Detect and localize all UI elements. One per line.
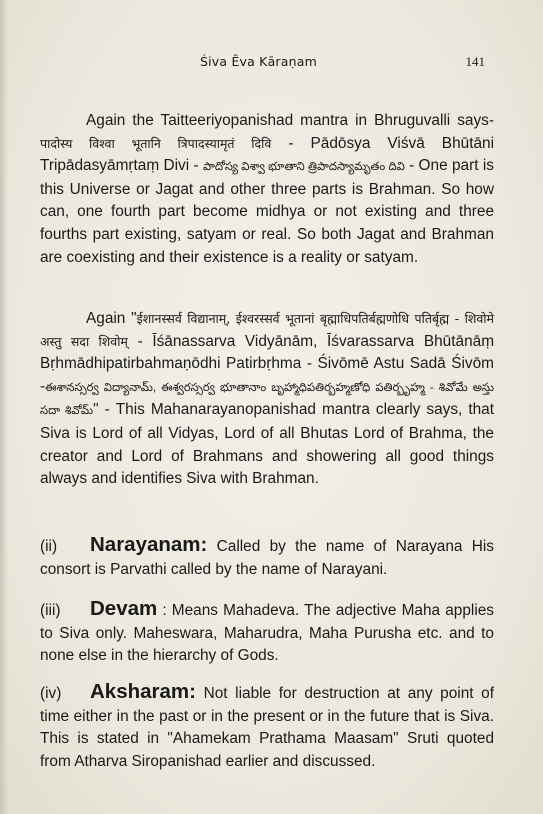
para2-transliteration: - Īśānassarva Vidyānām, Īśvarassarva Bhūtānāṃ Bṛhmādhipatirbahmaṇōdhi Patirbṛhma - Śivōmē Astu Sadā Śivōm - xyxy=(40,332,495,395)
item-term: Aksharam: xyxy=(90,680,196,703)
para1-text-2: - One part is this Universe or Jagat and other three parts is Brahman. So how can, one fourth part become midhya or not existing and three fourths part existing, satyam or real. So both Jagat and Brahman are coexisting and their existence is a reality or satyam. xyxy=(40,157,494,266)
list-item-devam xyxy=(40,598,494,668)
page-number: 141 xyxy=(465,54,485,69)
item-text: : Means Mahadeva. The adjective Maha applies to Siva only. Maheswara, Maharudra, Maha Purusha etc. and to none else in the hierarchy of Gods. xyxy=(40,602,494,665)
item-text: Called by the name of Narayana His consort is Parvathi called by the name of Narayani. xyxy=(40,538,494,578)
paragraph-taitteeriya xyxy=(40,110,494,269)
page-binding-edge xyxy=(0,0,8,814)
paragraph-mahanarayana xyxy=(40,308,494,491)
list-item-aksharam xyxy=(40,681,494,773)
para1-text-1: Again the Taitteeriyopanishad mantra in Bhruguvalli says- xyxy=(86,112,494,129)
item-term: Devam xyxy=(90,597,158,620)
para2-telugu: ఈశానస్సర్వ విద్యానామ్, ఈశ్వరస్సర్వ భూతానాం బృహ్మాధిపతిర్బహ్మణోధి పతిర్బృహ్మ - శివోమే అస్తు సదా శివోమ్ xyxy=(40,381,494,418)
item-term: Narayanam: xyxy=(90,533,208,556)
item-text: Not liable for destruction at any point of time either in the past or in the present or in the future that is Siva. This is stated in "Ahamekam Prathama Maasam" Sruti quoted from Atharva Siropanishad earlier and discussed. xyxy=(40,685,494,770)
list-item-narayanam xyxy=(40,534,494,581)
para1-transliteration: - Pādōsya Viśvā Bhūtāni Tripādasyāmṛtaṃ Divi - xyxy=(40,134,495,175)
running-title: Śiva Ēva Kāraṇam xyxy=(200,54,317,69)
para1-telugu: పాదోస్య విశ్వా భూతాని త్రిపాదస్యామృతం దివి xyxy=(202,161,405,174)
para2-text-1: Again " xyxy=(86,310,137,327)
item-number: (iv) xyxy=(40,685,62,702)
para2-devanagari: ईशानस्सर्व विद्यानाम्, ईश्वरस्सर्व भूतानां बृह्माधिपतिर्बह्मणोधि पतिर्बृह्म - शिवोमे अस्तु सदा शिवोम् xyxy=(40,311,495,349)
item-number: (ii) xyxy=(40,538,58,555)
item-number: (iii) xyxy=(40,602,61,619)
para2-text-2: " - This Mahanarayanopanishad mantra clearly says, that Siva is Lord of all Vidyas, Lord of all Bhutas Lord of Brahma, the creator and Lord of Brahmans and showering all good things always and identifies Siva with Brahman. xyxy=(40,401,495,488)
para1-devanagari: पादोस्य विश्वा भूतानि त्रिपादस्यामृतं दिवि xyxy=(40,135,272,151)
